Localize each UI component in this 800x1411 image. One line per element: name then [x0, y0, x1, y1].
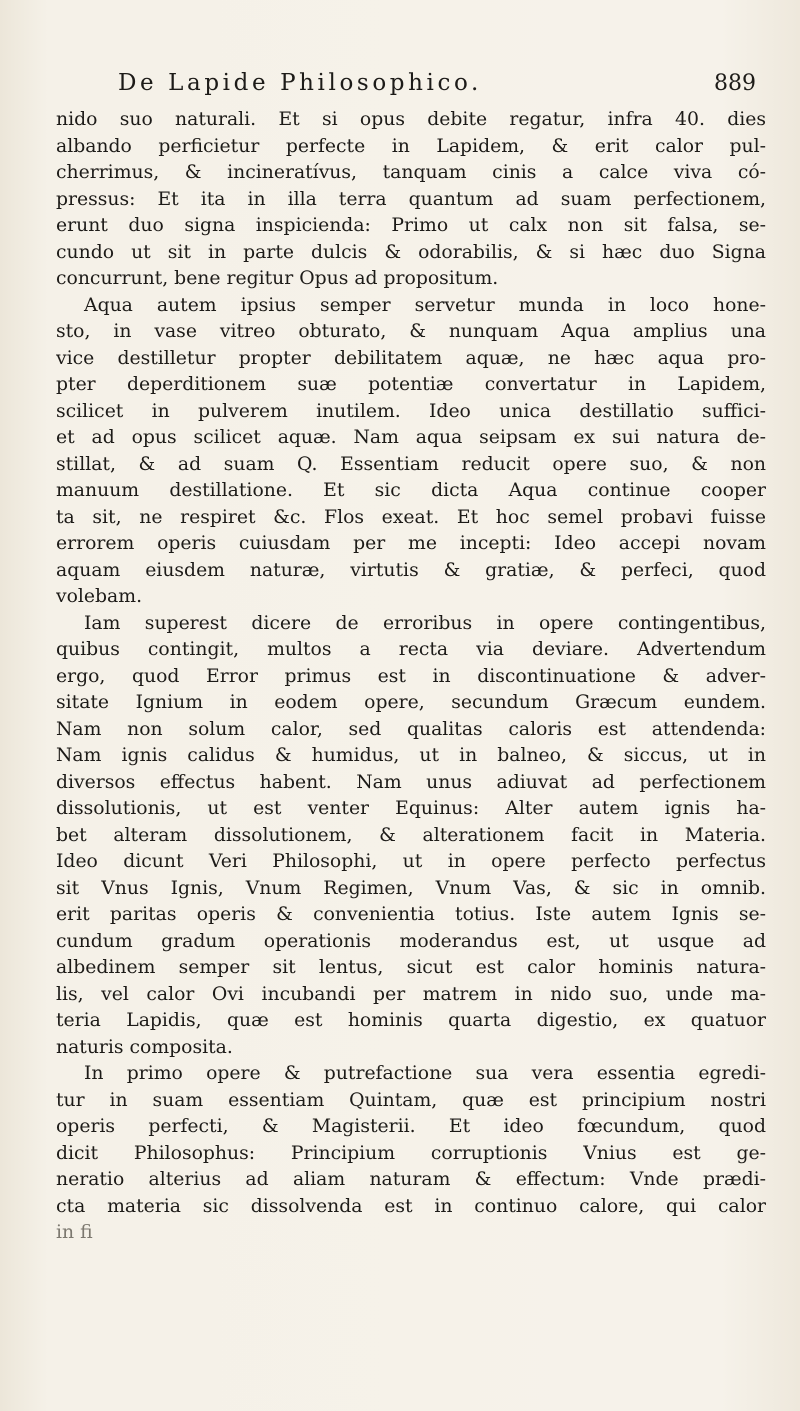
text-line: naturis composita.	[56, 1036, 233, 1058]
text-line: bet alteram dissolutionem, & alterationem facit in Materia.	[56, 824, 766, 846]
text-line: et ad opus scilicet aquæ. Nam aqua seipsam ex sui natura de-	[56, 427, 766, 448]
text-line: volebam.	[56, 586, 143, 607]
text-line: stillat, & ad suam Q. Essentiam reducit opere suo, & non	[56, 453, 766, 475]
text-line: errorem operis cuiusdam per me incepti: Ideo accepi novam	[56, 533, 766, 554]
text-line: concurrunt, bene regitur Opus ad propositum.	[56, 268, 499, 289]
text-line: quibus contingit, multos a recta via deviare. Advertendum	[56, 639, 766, 660]
text-line: teria Lapidis, quæ est hominis quarta digestio, ex quatuor	[56, 1010, 766, 1031]
text-line: Nam ignis calidus & humidus, ut in balneo, & siccus, ut in	[56, 745, 766, 766]
text-line: neratio alterius ad aliam naturam & effectum: Vnde prædi-	[56, 1169, 766, 1190]
text-line: cta materia sic dissolvenda est in continuo calore, qui calor	[56, 1195, 766, 1217]
text-line: aquam eiusdem naturæ, virtutis & gratiæ, & perfeci, quod	[56, 559, 766, 581]
text-line: in fi	[56, 1222, 93, 1243]
text-line: diversos effectus habent. Nam unus adiuvat ad perfectionem	[56, 771, 766, 793]
body-text	[56, 107, 766, 1247]
text-line: dicit Philosophus: Principium corruptionis Vnius est ge-	[56, 1142, 766, 1164]
text-line: albedinem semper sit lentus, sicut est calor hominis natura-	[56, 957, 766, 978]
text-line: ta sit, ne respiret &c. Flos exeat. Et hoc semel probavi fuisse	[56, 506, 766, 528]
text-line: ergo, quod Error primus est in discontinuatione & adver-	[56, 665, 766, 687]
text-line: erunt duo signa inspicienda: Primo ut calx non sit falsa, se-	[56, 215, 766, 236]
text-line: pter deperditionem suæ potentiæ convertatur in Lapidem,	[56, 374, 766, 395]
text-line: nido suo naturali. Et si opus debite regatur, infra 40. dies	[56, 109, 766, 130]
text-line: albando perficietur perfecte in Lapidem, & erit calor pul-	[56, 135, 766, 157]
text-line: sitate Ignium in eodem opere, secundum Græcum eundem.	[56, 692, 766, 713]
text-line: erit paritas operis & convenientia totius. Iste autem Ignis se-	[56, 904, 766, 925]
running-head: De Lapide Philosophico.	[118, 70, 482, 96]
text-line: Ideo dicunt Veri Philosophi, ut in opere perfecto perfectus	[56, 851, 766, 872]
text-line: cundo ut sit in parte dulcis & odorabilis, & si hæc duo Signa	[56, 241, 766, 263]
text-line: cundum gradum operationis moderandus est, ut usque ad	[56, 930, 766, 952]
text-line: pressus: Et ita in illa terra quantum ad suam perfectionem,	[56, 188, 766, 210]
text-line: sto, in vase vitreo obturato, & nunquam Aqua amplius una	[56, 321, 766, 342]
text-line: Iam superest dicere de erroribus in opere contingentibus,	[84, 612, 766, 634]
text-line: manuum destillatione. Et sic dicta Aqua continue cooper	[56, 480, 766, 501]
page-number: 889	[714, 71, 756, 96]
text-line: In primo opere & putrefactione sua vera essentia egredi-	[84, 1063, 766, 1084]
text-line: Aqua autem ipsius semper servetur munda in loco hone-	[84, 294, 766, 316]
text-line: cherrimus, & incineratívus, tanquam cinis a calce viva có-	[56, 162, 766, 183]
text-line: tur in suam essentiam Quintam, quæ est principium nostri	[56, 1089, 766, 1111]
text-line: Nam non solum calor, sed qualitas caloris est attendenda:	[56, 718, 766, 740]
text-line: lis, vel calor Ovi incubandi per matrem in nido suo, unde ma-	[56, 983, 766, 1005]
page-header	[108, 70, 756, 104]
text-line: scilicet in pulverem inutilem. Ideo unica destillatio suffici-	[56, 400, 766, 422]
text-line: sit Vnus Ignis, Vnum Regimen, Vnum Vas, & sic in omnib.	[56, 877, 766, 899]
text-line: vice destilletur propter debilitatem aquæ, ne hæc aqua pro-	[56, 347, 766, 369]
text-line: dissolutionis, ut est venter Equinus: Alter autem ignis ha-	[56, 798, 766, 819]
text-line: operis perfecti, & Magisterii. Et ideo fœcundum, quod	[56, 1116, 766, 1137]
